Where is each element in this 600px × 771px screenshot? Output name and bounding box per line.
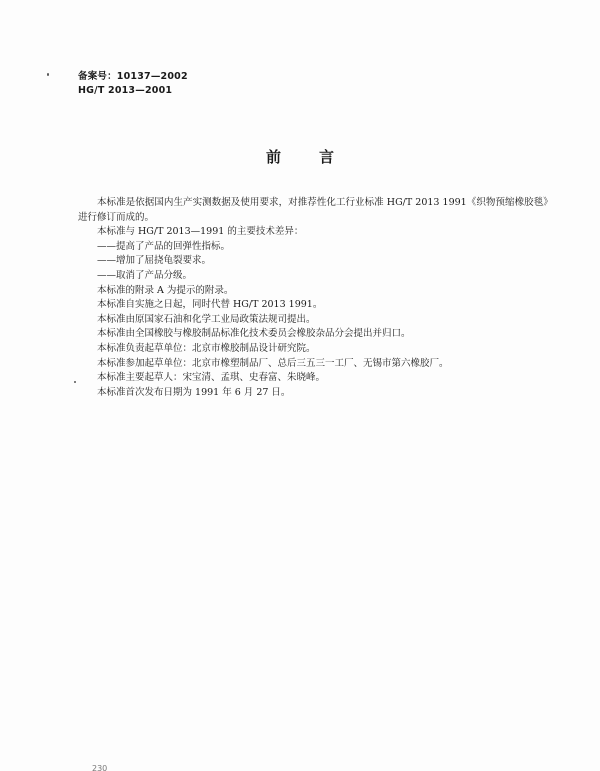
paragraph-participating-drafters: 本标准参加起草单位：北京市橡塑制品厂、总后三五三一工厂、无锡市第六橡胶厂。 — [97, 357, 449, 369]
paragraph-main-drafters: 本标准主要起草人：宋宝清、孟琪、史春富、朱晓峰。 — [97, 372, 326, 384]
paragraph-first-release: 本标准首次发布日期为 1991 年 6 月 27 日。 — [97, 386, 291, 398]
paragraph-proposer: 本标准由原国家石油和化学工业局政策法规司提出。 — [97, 313, 316, 325]
difference-item: ——增加了屈挠龟裂要求。 — [97, 255, 212, 267]
foreword-body — [78, 196, 548, 400]
standard-number: HG/T 2013—2001 — [78, 85, 173, 96]
page-title: 前言 — [265, 148, 372, 166]
document-header — [78, 70, 188, 98]
difference-item: ——提高了产品的回弹性指标。 — [97, 240, 231, 252]
paragraph-committee: 本标准由全国橡胶与橡胶制品标准化技术委员会橡胶杂品分会提出并归口。 — [97, 328, 411, 340]
paragraph-replacement: 本标准自实施之日起，同时代替 HG/T 2013 1991。 — [97, 299, 323, 311]
record-number: 备案号：10137—2002 — [78, 71, 188, 82]
scan-speck — [47, 73, 49, 76]
paragraph-revision-basis: 本标准是依据国内生产实测数据及使用要求，对推荐性化工行业标准 HG/T 2013 1991《织物预缩橡胶毯》进行修订而成的。 — [78, 197, 548, 223]
paragraph-appendix: 本标准的附录 A 为提示的附录。 — [97, 284, 234, 296]
paragraph-differences-intro: 本标准与 HG/T 2013—1991 的主要技术差异： — [97, 226, 304, 238]
paragraph-lead-drafter: 本标准负责起草单位：北京市橡胶制品设计研究院。 — [97, 342, 316, 354]
page-number: 230 — [92, 764, 108, 771]
scan-speck — [74, 381, 76, 383]
difference-item: ——取消了产品分级。 — [97, 269, 193, 281]
